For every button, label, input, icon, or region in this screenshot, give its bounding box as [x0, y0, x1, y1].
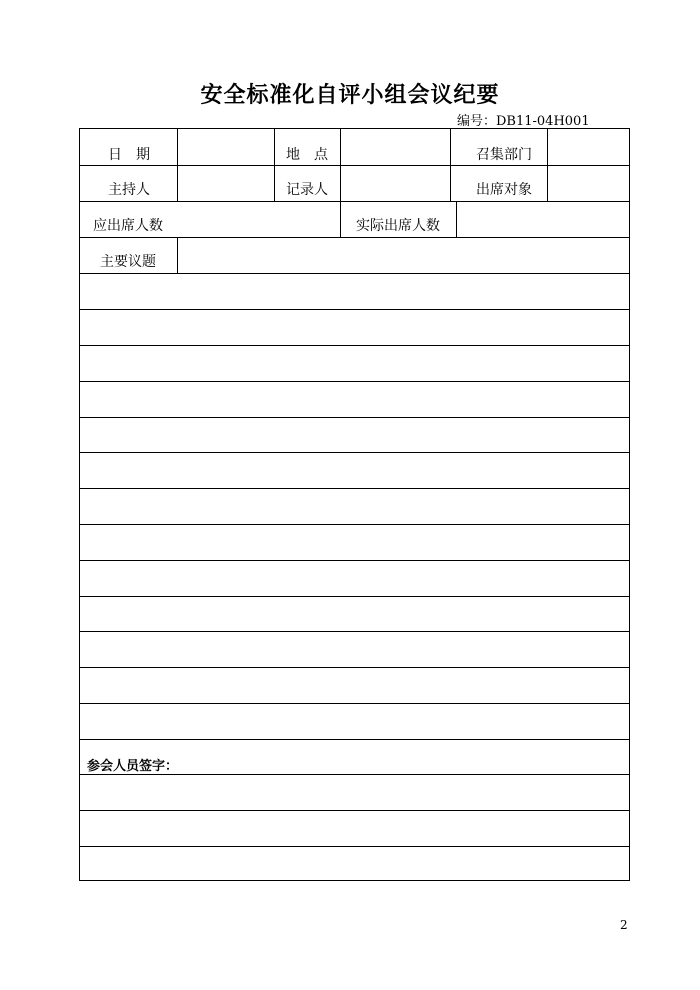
row-line	[80, 381, 629, 382]
page-number: 2	[620, 918, 628, 932]
row-line	[80, 596, 629, 597]
signature-label: 参会人员签字：	[87, 759, 179, 774]
row-line	[80, 452, 629, 453]
col-line	[177, 129, 178, 201]
host-label: 主持人	[108, 182, 150, 198]
row-line	[80, 201, 629, 202]
actual-count-field[interactable]	[458, 204, 628, 234]
row-line	[80, 846, 629, 847]
col-line	[340, 201, 341, 237]
main-topic-field[interactable]	[179, 240, 628, 270]
col-line	[450, 129, 451, 201]
row-line	[80, 524, 629, 525]
location-label: 地 点	[286, 147, 328, 163]
actual-count-label: 实际出席人数	[356, 218, 440, 234]
col-line	[547, 129, 548, 201]
row-line	[80, 345, 629, 346]
row-line	[80, 417, 629, 418]
meeting-minutes-table	[79, 128, 630, 881]
col-line	[456, 201, 457, 237]
dept-field[interactable]	[549, 132, 628, 162]
attendees-target-label: 出席对象	[476, 182, 532, 198]
document-code: 编号：DB11-04H001	[457, 114, 590, 129]
row-line	[80, 739, 629, 740]
row-line	[80, 273, 629, 274]
expected-count-field[interactable]	[180, 204, 337, 234]
col-line	[340, 129, 341, 201]
date-label: 日 期	[108, 147, 150, 163]
recorder-field[interactable]	[342, 168, 447, 198]
row-line	[80, 631, 629, 632]
attendees-target-field[interactable]	[549, 168, 628, 198]
row-line	[80, 810, 629, 811]
row-line	[80, 774, 629, 775]
dept-label: 召集部门	[476, 147, 532, 163]
row-line	[80, 488, 629, 489]
row-line	[80, 237, 629, 238]
col-line	[177, 237, 178, 273]
row-line	[80, 667, 629, 668]
recorder-label: 记录人	[286, 182, 328, 198]
row-line	[80, 560, 629, 561]
col-line	[274, 129, 275, 201]
date-field[interactable]	[179, 132, 271, 162]
main-topic-label: 主要议题	[100, 254, 156, 270]
row-line	[80, 309, 629, 310]
row-line	[80, 703, 629, 704]
location-field[interactable]	[342, 132, 447, 162]
expected-count-label: 应出席人数	[93, 218, 163, 234]
document-title: 安全标准化自评小组会议纪要	[200, 83, 500, 108]
host-field[interactable]	[179, 168, 271, 198]
